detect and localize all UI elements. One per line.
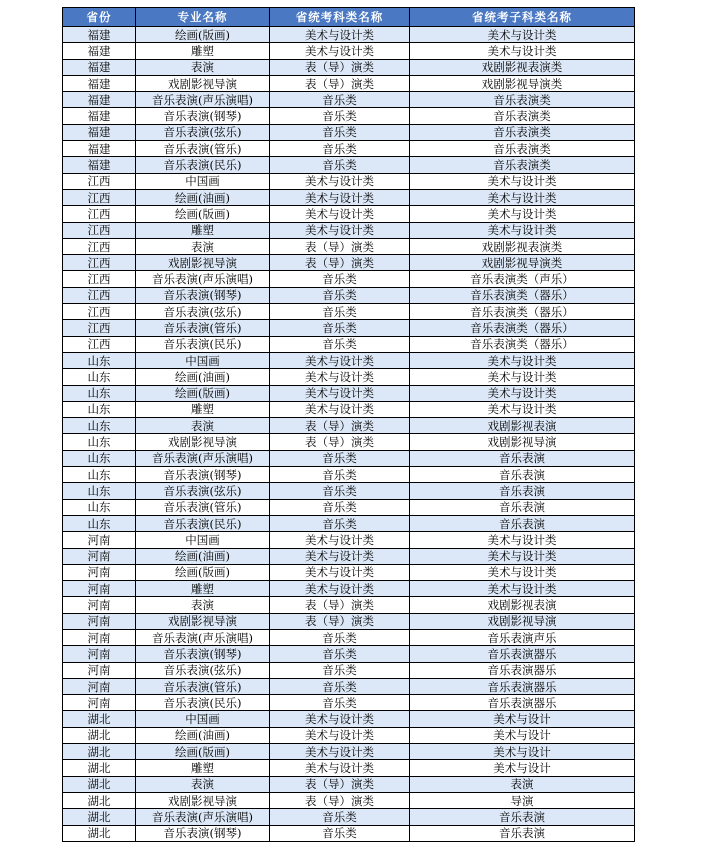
cell-major-name: 雕塑 — [136, 760, 270, 776]
cell-exam-category: 表（导）演类 — [270, 776, 410, 792]
cell-province: 湖北 — [63, 809, 136, 825]
cell-major-name: 音乐表演(弦乐) — [136, 124, 270, 140]
cell-major-name: 雕塑 — [136, 401, 270, 417]
cell-major-name: 音乐表演(民乐) — [136, 336, 270, 352]
cell-exam-subcategory: 导演 — [410, 792, 635, 808]
cell-province: 河南 — [63, 629, 136, 645]
cell-province: 江西 — [63, 320, 136, 336]
table-row — [63, 287, 635, 303]
cell-major-name: 戏剧影视导演 — [136, 255, 270, 271]
cell-exam-subcategory: 美术与设计类 — [410, 385, 635, 401]
cell-province: 福建 — [63, 141, 136, 157]
cell-exam-subcategory: 戏剧影视表演 — [410, 597, 635, 613]
table-row — [63, 401, 635, 417]
table-row — [63, 141, 635, 157]
table-row — [63, 467, 635, 483]
header-row — [63, 8, 635, 27]
cell-exam-category: 美术与设计类 — [270, 532, 410, 548]
cell-major-name: 绘画(油画) — [136, 548, 270, 564]
cell-province: 江西 — [63, 238, 136, 254]
cell-major-name: 音乐表演(声乐演唱) — [136, 809, 270, 825]
cell-exam-subcategory: 戏剧影视导演类 — [410, 75, 635, 91]
cell-exam-category: 音乐类 — [270, 467, 410, 483]
cell-province: 福建 — [63, 157, 136, 173]
cell-province: 湖北 — [63, 744, 136, 760]
cell-exam-category: 音乐类 — [270, 304, 410, 320]
cell-exam-subcategory: 音乐表演器乐 — [410, 646, 635, 662]
table-row — [63, 597, 635, 613]
cell-exam-category: 音乐类 — [270, 287, 410, 303]
cell-province: 湖北 — [63, 825, 136, 841]
cell-exam-category: 美术与设计类 — [270, 43, 410, 59]
table-row — [63, 92, 635, 108]
cell-province: 河南 — [63, 597, 136, 613]
table-row — [63, 483, 635, 499]
cell-province: 山东 — [63, 385, 136, 401]
table-row — [63, 59, 635, 75]
cell-province: 江西 — [63, 255, 136, 271]
cell-exam-category: 音乐类 — [270, 499, 410, 515]
cell-exam-subcategory: 音乐表演器乐 — [410, 695, 635, 711]
cell-exam-subcategory: 音乐表演 — [410, 467, 635, 483]
cell-exam-category: 表（导）演类 — [270, 59, 410, 75]
cell-exam-category: 表（导）演类 — [270, 792, 410, 808]
cell-province: 山东 — [63, 467, 136, 483]
cell-exam-subcategory: 音乐表演器乐 — [410, 662, 635, 678]
cell-province: 湖北 — [63, 760, 136, 776]
cell-major-name: 绘画(油画) — [136, 189, 270, 205]
cell-exam-subcategory: 美术与设计类 — [410, 43, 635, 59]
cell-exam-category: 美术与设计类 — [270, 401, 410, 417]
cell-exam-subcategory: 美术与设计类 — [410, 369, 635, 385]
cell-exam-category: 美术与设计类 — [270, 727, 410, 743]
cell-exam-subcategory: 音乐表演器乐 — [410, 678, 635, 694]
cell-major-name: 音乐表演(民乐) — [136, 157, 270, 173]
table-row — [63, 352, 635, 368]
cell-major-name: 戏剧影视导演 — [136, 75, 270, 91]
cell-province: 山东 — [63, 418, 136, 434]
cell-exam-category: 美术与设计类 — [270, 27, 410, 43]
cell-province: 江西 — [63, 206, 136, 222]
cell-major-name: 音乐表演(管乐) — [136, 141, 270, 157]
table-row — [63, 646, 635, 662]
cell-exam-subcategory: 音乐表演类 — [410, 124, 635, 140]
cell-province: 山东 — [63, 450, 136, 466]
cell-exam-subcategory: 美术与设计类 — [410, 173, 635, 189]
table-row — [63, 662, 635, 678]
cell-province: 江西 — [63, 304, 136, 320]
cell-major-name: 中国画 — [136, 532, 270, 548]
cell-exam-subcategory: 音乐表演声乐 — [410, 629, 635, 645]
cell-province: 河南 — [63, 662, 136, 678]
cell-province: 河南 — [63, 646, 136, 662]
cell-province: 江西 — [63, 287, 136, 303]
cell-exam-category: 音乐类 — [270, 450, 410, 466]
table-row — [63, 304, 635, 320]
cell-exam-subcategory: 音乐表演 — [410, 499, 635, 515]
cell-exam-subcategory: 音乐表演类（器乐） — [410, 320, 635, 336]
table-row — [63, 776, 635, 792]
cell-major-name: 音乐表演(弦乐) — [136, 483, 270, 499]
cell-province: 湖北 — [63, 711, 136, 727]
cell-major-name: 雕塑 — [136, 222, 270, 238]
cell-exam-category: 表（导）演类 — [270, 597, 410, 613]
cell-exam-category: 表（导）演类 — [270, 434, 410, 450]
cell-major-name: 音乐表演(管乐) — [136, 320, 270, 336]
table-row — [63, 434, 635, 450]
table-row — [63, 499, 635, 515]
table-row — [63, 760, 635, 776]
cell-major-name: 音乐表演(弦乐) — [136, 662, 270, 678]
cell-exam-subcategory: 戏剧影视表演 — [410, 418, 635, 434]
cell-major-name: 中国画 — [136, 711, 270, 727]
cell-exam-category: 音乐类 — [270, 483, 410, 499]
header-exam-category: 省统考科类名称 — [270, 8, 410, 27]
cell-exam-subcategory: 音乐表演类 — [410, 141, 635, 157]
cell-exam-subcategory: 美术与设计类 — [410, 206, 635, 222]
table-row — [63, 238, 635, 254]
cell-exam-category: 美术与设计类 — [270, 711, 410, 727]
cell-province: 福建 — [63, 92, 136, 108]
table-row — [63, 124, 635, 140]
major-table — [62, 7, 635, 842]
cell-province: 河南 — [63, 678, 136, 694]
cell-exam-category: 音乐类 — [270, 678, 410, 694]
cell-exam-subcategory: 音乐表演类 — [410, 108, 635, 124]
cell-exam-subcategory: 表演 — [410, 776, 635, 792]
table-row — [63, 75, 635, 91]
table-row — [63, 581, 635, 597]
cell-province: 江西 — [63, 189, 136, 205]
cell-province: 江西 — [63, 271, 136, 287]
cell-exam-subcategory: 音乐表演类（器乐） — [410, 287, 635, 303]
cell-exam-subcategory: 音乐表演类 — [410, 92, 635, 108]
cell-major-name: 表演 — [136, 59, 270, 75]
table-row — [63, 548, 635, 564]
cell-major-name: 绘画(版画) — [136, 27, 270, 43]
cell-province: 福建 — [63, 43, 136, 59]
cell-province: 江西 — [63, 222, 136, 238]
cell-province: 福建 — [63, 108, 136, 124]
cell-exam-category: 音乐类 — [270, 515, 410, 531]
cell-province: 福建 — [63, 27, 136, 43]
cell-province: 山东 — [63, 483, 136, 499]
table-row — [63, 825, 635, 841]
cell-exam-category: 美术与设计类 — [270, 760, 410, 776]
cell-major-name: 音乐表演(声乐演唱) — [136, 92, 270, 108]
cell-exam-subcategory: 美术与设计类 — [410, 27, 635, 43]
table-row — [63, 450, 635, 466]
cell-major-name: 绘画(油画) — [136, 369, 270, 385]
cell-province: 湖北 — [63, 727, 136, 743]
cell-exam-category: 音乐类 — [270, 336, 410, 352]
cell-major-name: 音乐表演(管乐) — [136, 678, 270, 694]
cell-province: 山东 — [63, 369, 136, 385]
cell-major-name: 音乐表演(钢琴) — [136, 646, 270, 662]
cell-exam-category: 表（导）演类 — [270, 418, 410, 434]
cell-exam-subcategory: 美术与设计 — [410, 744, 635, 760]
cell-exam-category: 音乐类 — [270, 825, 410, 841]
cell-major-name: 音乐表演(声乐演唱) — [136, 450, 270, 466]
cell-exam-category: 美术与设计类 — [270, 352, 410, 368]
cell-exam-category: 音乐类 — [270, 157, 410, 173]
table-row — [63, 108, 635, 124]
cell-major-name: 绘画(版画) — [136, 206, 270, 222]
table-row — [63, 613, 635, 629]
cell-exam-subcategory: 美术与设计类 — [410, 581, 635, 597]
cell-exam-category: 音乐类 — [270, 271, 410, 287]
table-row — [63, 418, 635, 434]
cell-major-name: 戏剧影视导演 — [136, 792, 270, 808]
cell-exam-subcategory: 音乐表演 — [410, 515, 635, 531]
table-row — [63, 255, 635, 271]
cell-exam-subcategory: 戏剧影视导演 — [410, 434, 635, 450]
cell-exam-subcategory: 音乐表演类（器乐） — [410, 304, 635, 320]
cell-major-name: 音乐表演(民乐) — [136, 515, 270, 531]
header-major-name: 专业名称 — [136, 8, 270, 27]
cell-exam-subcategory: 美术与设计类 — [410, 352, 635, 368]
cell-exam-category: 表（导）演类 — [270, 613, 410, 629]
table-row — [63, 222, 635, 238]
cell-major-name: 表演 — [136, 597, 270, 613]
cell-exam-category: 美术与设计类 — [270, 206, 410, 222]
cell-province: 河南 — [63, 532, 136, 548]
table-row — [63, 695, 635, 711]
cell-exam-subcategory: 音乐表演类 — [410, 157, 635, 173]
cell-major-name: 中国画 — [136, 352, 270, 368]
table-body — [63, 27, 635, 842]
cell-major-name: 表演 — [136, 238, 270, 254]
cell-province: 河南 — [63, 581, 136, 597]
table-header — [63, 8, 635, 27]
cell-province: 江西 — [63, 336, 136, 352]
cell-major-name: 绘画(油画) — [136, 727, 270, 743]
cell-province: 山东 — [63, 401, 136, 417]
cell-exam-category: 音乐类 — [270, 141, 410, 157]
cell-exam-category: 美术与设计类 — [270, 548, 410, 564]
table-row — [63, 515, 635, 531]
cell-major-name: 音乐表演(民乐) — [136, 695, 270, 711]
cell-exam-category: 美术与设计类 — [270, 369, 410, 385]
cell-major-name: 中国画 — [136, 173, 270, 189]
table-row — [63, 206, 635, 222]
cell-major-name: 音乐表演(声乐演唱) — [136, 271, 270, 287]
cell-exam-category: 音乐类 — [270, 646, 410, 662]
cell-province: 福建 — [63, 59, 136, 75]
table-row — [63, 711, 635, 727]
cell-major-name: 雕塑 — [136, 43, 270, 59]
cell-exam-subcategory: 戏剧影视表演类 — [410, 59, 635, 75]
cell-exam-category: 音乐类 — [270, 108, 410, 124]
cell-exam-subcategory: 音乐表演类（声乐） — [410, 271, 635, 287]
cell-exam-subcategory: 音乐表演 — [410, 483, 635, 499]
cell-exam-subcategory: 美术与设计类 — [410, 189, 635, 205]
cell-exam-subcategory: 音乐表演类（器乐） — [410, 336, 635, 352]
table-row — [63, 532, 635, 548]
cell-exam-subcategory: 美术与设计类 — [410, 401, 635, 417]
cell-province: 山东 — [63, 434, 136, 450]
cell-province: 河南 — [63, 548, 136, 564]
cell-exam-subcategory: 戏剧影视导演 — [410, 613, 635, 629]
cell-exam-category: 美术与设计类 — [270, 222, 410, 238]
table-row — [63, 43, 635, 59]
table-row — [63, 629, 635, 645]
cell-province: 河南 — [63, 613, 136, 629]
cell-exam-subcategory: 美术与设计类 — [410, 222, 635, 238]
table-row — [63, 173, 635, 189]
cell-exam-category: 美术与设计类 — [270, 173, 410, 189]
table-row — [63, 727, 635, 743]
table-row — [63, 792, 635, 808]
table-row — [63, 809, 635, 825]
cell-major-name: 表演 — [136, 418, 270, 434]
cell-exam-subcategory: 音乐表演 — [410, 809, 635, 825]
cell-exam-category: 美术与设计类 — [270, 564, 410, 580]
table-row — [63, 320, 635, 336]
cell-exam-subcategory: 美术与设计 — [410, 760, 635, 776]
cell-major-name: 绘画(版画) — [136, 564, 270, 580]
header-province: 省份 — [63, 8, 136, 27]
cell-major-name: 表演 — [136, 776, 270, 792]
cell-exam-category: 音乐类 — [270, 92, 410, 108]
cell-exam-category: 音乐类 — [270, 320, 410, 336]
cell-major-name: 音乐表演(钢琴) — [136, 287, 270, 303]
cell-major-name: 音乐表演(钢琴) — [136, 108, 270, 124]
cell-exam-category: 音乐类 — [270, 124, 410, 140]
cell-exam-category: 美术与设计类 — [270, 581, 410, 597]
cell-major-name: 音乐表演(声乐演唱) — [136, 629, 270, 645]
cell-province: 山东 — [63, 515, 136, 531]
cell-exam-subcategory: 美术与设计类 — [410, 548, 635, 564]
cell-province: 福建 — [63, 75, 136, 91]
cell-exam-category: 音乐类 — [270, 662, 410, 678]
cell-exam-subcategory: 美术与设计 — [410, 727, 635, 743]
cell-major-name: 戏剧影视导演 — [136, 613, 270, 629]
cell-province: 湖北 — [63, 776, 136, 792]
cell-major-name: 音乐表演(弦乐) — [136, 304, 270, 320]
cell-major-name: 音乐表演(钢琴) — [136, 467, 270, 483]
cell-exam-subcategory: 音乐表演 — [410, 450, 635, 466]
cell-exam-category: 美术与设计类 — [270, 189, 410, 205]
cell-major-name: 音乐表演(管乐) — [136, 499, 270, 515]
table-row — [63, 369, 635, 385]
cell-exam-subcategory: 戏剧影视导演类 — [410, 255, 635, 271]
cell-exam-subcategory: 美术与设计类 — [410, 564, 635, 580]
table-row — [63, 189, 635, 205]
cell-province: 河南 — [63, 695, 136, 711]
cell-major-name: 雕塑 — [136, 581, 270, 597]
cell-province: 湖北 — [63, 792, 136, 808]
table-row — [63, 564, 635, 580]
cell-major-name: 绘画(版画) — [136, 744, 270, 760]
cell-exam-subcategory: 音乐表演 — [410, 825, 635, 841]
table-row — [63, 336, 635, 352]
cell-province: 山东 — [63, 352, 136, 368]
cell-exam-category: 表（导）演类 — [270, 255, 410, 271]
header-exam-subcategory: 省统考子科类名称 — [410, 8, 635, 27]
cell-exam-category: 音乐类 — [270, 695, 410, 711]
cell-exam-subcategory: 美术与设计 — [410, 711, 635, 727]
cell-exam-category: 美术与设计类 — [270, 744, 410, 760]
cell-exam-category: 音乐类 — [270, 809, 410, 825]
table-row — [63, 27, 635, 43]
cell-exam-category: 表（导）演类 — [270, 238, 410, 254]
table-row — [63, 744, 635, 760]
cell-exam-category: 音乐类 — [270, 629, 410, 645]
table-row — [63, 157, 635, 173]
table-row — [63, 678, 635, 694]
table-row — [63, 271, 635, 287]
cell-exam-subcategory: 戏剧影视表演类 — [410, 238, 635, 254]
cell-exam-subcategory: 美术与设计类 — [410, 532, 635, 548]
cell-province: 山东 — [63, 499, 136, 515]
cell-province: 福建 — [63, 124, 136, 140]
cell-exam-category: 美术与设计类 — [270, 385, 410, 401]
cell-province: 河南 — [63, 564, 136, 580]
cell-major-name: 戏剧影视导演 — [136, 434, 270, 450]
cell-exam-category: 表（导）演类 — [270, 75, 410, 91]
table-row — [63, 385, 635, 401]
cell-major-name: 音乐表演(钢琴) — [136, 825, 270, 841]
cell-major-name: 绘画(版画) — [136, 385, 270, 401]
cell-province: 江西 — [63, 173, 136, 189]
